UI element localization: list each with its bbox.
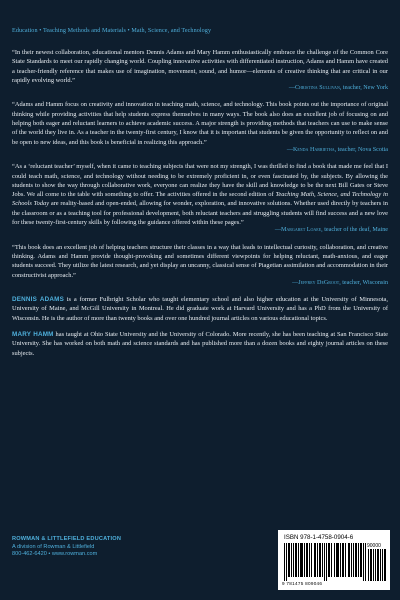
addon-number: 90000 [367,543,381,549]
quote-author: —Christina Sullivan [288,85,340,92]
barcode-digits: 9 781475 809046 [282,581,323,586]
main-content [12,48,388,365]
publisher-contact: 800-462-6420 • www.rowman.com [12,551,98,557]
publisher-info [12,536,121,559]
bio-text: has taught at Ohio State University and the University of Colorado. More recently, she has been teaching at San Francisco State University. She has worked on both math and science standards and has published more than a dozen books and eighty journal articles on these subjects. [12,331,389,357]
quote-attribution [12,84,388,93]
addon-barcode-icon [368,549,386,581]
quote-author: —Jeffrey DeGroot [292,279,340,286]
quote-text: “As a ‘reluctant teacher’ myself, when it came to teaching subjects that were not my strength, I was thrilled to find a book that made me feel that I could teach math, science, and technology without needing to be extremely proficient in, or even fascinated by, the subjects. By allowing the students to show the way through collaborative work, everyone can realize they have the skill and knowledge to be the next Bill Gates or Steve Jobs. We all come to the table with something to offer. The activities offered in the second edition of [12,163,388,199]
category-line: Education • Teaching Methods and Materials • Math, Science, and Technology [12,28,212,34]
review-quote [12,48,388,93]
author-name: DENNIS ADAMS [12,296,64,304]
author-name: MARY HAMM [12,331,54,339]
quote-text: are reality-based and open-ended, allowing for wonder, exploration, and innovative solutions. Whether used directly by teachers in the classroom or as a teaching tool for professional development, both reluctant teachers and struggling students will find success and a new love for these twenty-first-century skills by following the guidance offered within these pages.” [12,200,388,227]
publisher-division: A division of Rowman & Littlefield [12,543,95,550]
quote-text: “Adams and Hamm focus on creativity and innovation in teaching math, science, and technology. This book points out the importance of original thinking while providing activities that help students express themselves in many ways. The book also does an excellent job of focusing on and helping both eager and reluctant learners to achieve academic success. A major strength is providing methods that teachers can use to make sense of the world they live in. As a teacher in the twenty-first century, I know that it is important that students be given the opportunity to reflect on and be open to new ideas, and this book is beneficial in realizing this approach.” [12,101,388,146]
quote-role: , teacher, Wisconsin [339,279,388,286]
book-title: Teaching Math, Science, and Technology in Schools Today [12,191,388,208]
quote-text: “In their newest collaboration, educational mentors Dennis Adams and Mary Hamm enthusiastically embrace the challenge of the Common Core State Standards to meet our rapidly changing world. Coupling innovative activities with differentiated instruction, Adams and Hamm have created a teacher-friendly reference that makes use of imagination, movement, sound, and humor—elements of creative thinking that are critical in our rapidly evolving world.” [12,49,388,84]
barcode-panel [278,530,390,590]
author-bio [12,330,388,358]
quote-attribution [12,226,388,235]
author-bio [12,295,388,323]
quote-attribution [12,146,388,155]
review-quote [12,243,388,288]
publisher-name: ROWMAN & LITTLEFIELD EDUCATION [12,536,122,542]
quote-role: , teacher, Nova Scotia [334,146,388,153]
quote-attribution [12,279,388,288]
review-quote [12,162,388,235]
quote-text: “This book does an excellent job of helping teachers structure their classes in a way that leads to intellectual curiosity, collaboration, and creative thinking. Adams and Hamm provide thought-provoking and sometimes different viewpoints for helping reluctant, math-anxious, and eager students succeed. They utilize the latest research, and yet display an uncanny, classical sense of Piagetian assimilation and accommodation in their constructivist approach.” [12,243,388,279]
top-band [0,0,400,22]
barcode-icon [284,543,366,581]
review-quote [12,100,388,155]
quote-role: , teacher, New York [339,85,388,92]
quote-author: —Margaret Loaee [274,227,322,234]
quote-author: —Kenda Harrietha [286,146,335,153]
isbn-label: ISBN 978-1-4758-0904-6 [284,534,354,541]
bio-text: is a former Fulbright Scholar who taught elementary school and also higher education at the University of Minnesota, University of Maine, and McGill University in Montreal. He did graduate work at Harvard University and has a PhD from the University of Wisconsin. He is the author of more than twenty books and over one hundred journal articles on various educational topics. [12,296,388,322]
quote-role: , teacher of the deaf, Maine [321,227,388,234]
